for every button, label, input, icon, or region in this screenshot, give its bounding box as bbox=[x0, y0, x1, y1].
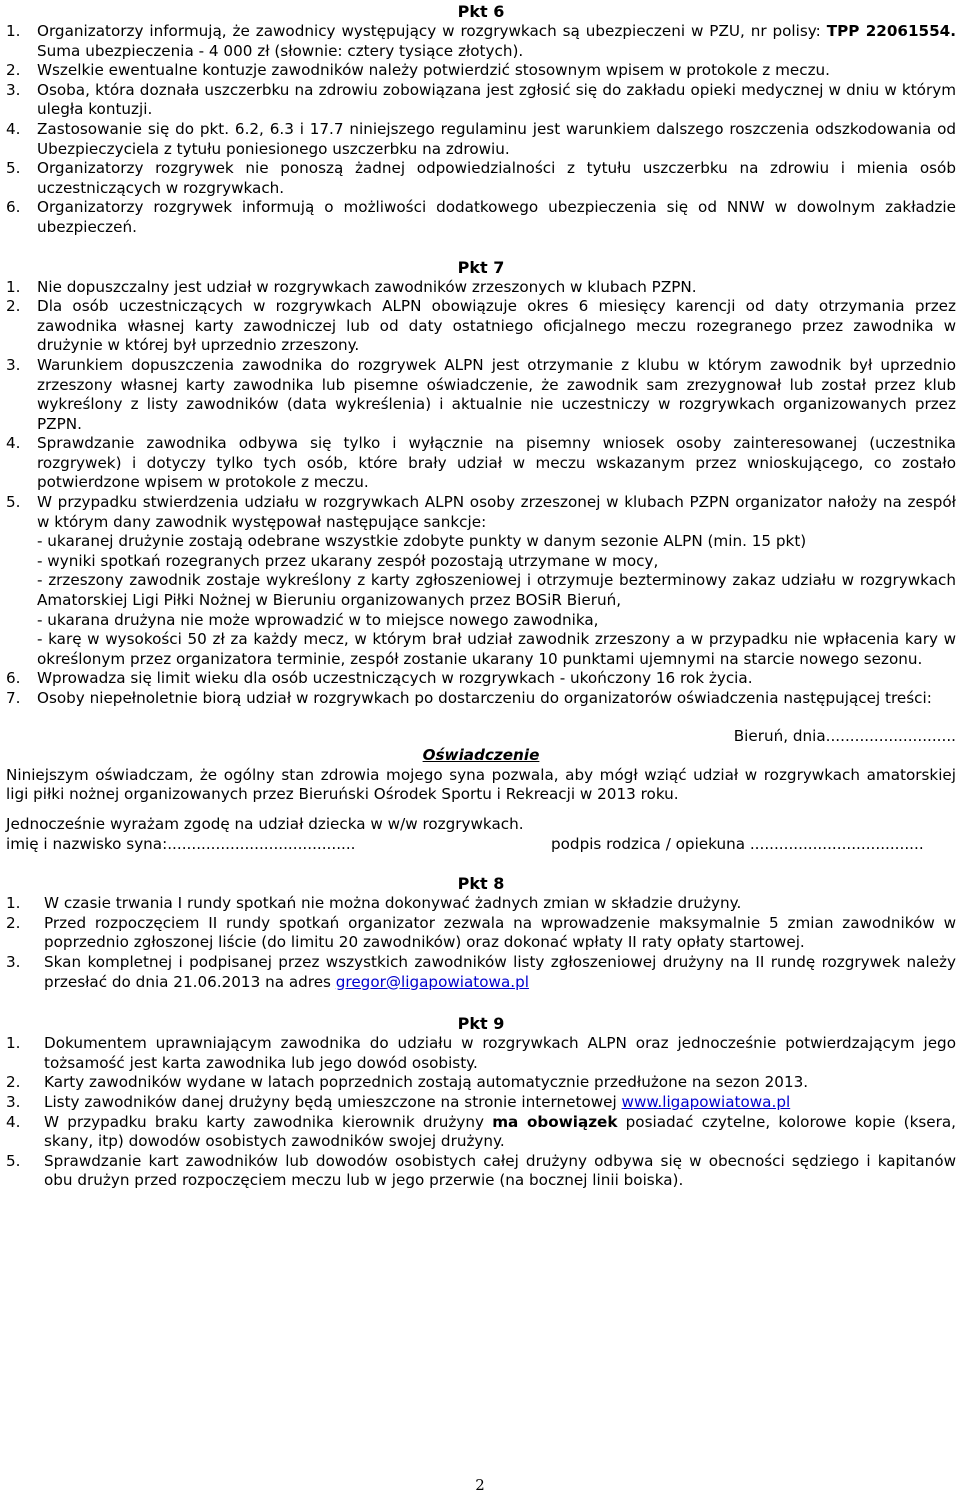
item-number: 1. bbox=[6, 894, 21, 913]
emphasis-text: ma obowiązek bbox=[492, 1112, 618, 1131]
sanction-line: - karę w wysokości 50 zł za każdy mecz, w którym brał udział zawodnik zrzeszony a w przypadku nie wpłacenia kary w określonym przez organizatora terminie, zespół zostanie ukarany 10 punktami ujemnymi na starcie nowego sezonu. bbox=[37, 630, 956, 668]
list-item bbox=[6, 493, 956, 669]
statement-text: Niniejszym oświadczam, że ogólny stan zdrowia mojego syna pozwala, aby mógł wziąć udział w rozgrywkach amatorskiej ligi piłki nożnej organizowanych przez Bieruński Ośrodek Sportu i Rekreacji w 2013 roku. bbox=[6, 765, 956, 804]
item-text: Organizatorzy rozgrywek nie ponoszą żadnej odpowiedzialności z tytułu uszczerbku na zdrowiu i mienia osób uczestniczących w rozgrywkach. bbox=[37, 159, 956, 197]
item-number: 1. bbox=[6, 22, 21, 40]
item-number: 2. bbox=[6, 61, 21, 80]
list-item bbox=[6, 669, 956, 689]
list-item bbox=[6, 61, 956, 81]
statement-title: Oświadczenie bbox=[422, 746, 540, 765]
item-intro: W przypadku stwierdzenia udziału w rozgrywkach ALPN osoby zrzeszonej w klubach PZPN organizator nałoży na zespół w którym dany zawodnik występował następujące sankcje: bbox=[37, 493, 956, 531]
item-text: Skan kompletnej i podpisanej przez wszystkich zawodników listy zgłoszeniowej drużyny na II rundę rozgrywek należy przesłać do dnia 21.06.2013 na adres gregor@ligapowiatowa.pl bbox=[44, 952, 956, 991]
item-number: 3. bbox=[6, 952, 21, 971]
place-date-line: Bieruń, dnia........................... bbox=[733, 726, 956, 745]
section-pkt9 bbox=[6, 1034, 956, 1191]
item-text: Dokumentem uprawniającym zawodnika do udziału w rozgrywkach ALPN oraz jednocześnie potwierdzającym jego tożsamość jest karta zawodnika lub jego dowód osobisty. bbox=[44, 1034, 956, 1072]
list-item bbox=[6, 1034, 956, 1073]
list-item bbox=[6, 1152, 956, 1191]
item-text: Organizatorzy rozgrywek informują o możliwości dodatkowego ubezpieczenia się od NNW w dowolnym zakładzie ubezpieczeń. bbox=[37, 198, 956, 236]
item-text: W czasie trwania I rundy spotkań nie można dokonywać żadnych zmian w składzie drużyny. bbox=[44, 894, 742, 913]
list-item bbox=[6, 278, 956, 298]
section-pkt7 bbox=[6, 278, 956, 855]
list-item bbox=[6, 159, 956, 198]
item-number: 5. bbox=[6, 1151, 21, 1170]
item-text: Wszelkie ewentualne kontuzje zawodników należy potwierdzić stosownym wpisem w protokole z meczu. bbox=[37, 61, 830, 80]
item-text: Przed rozpoczęciem II rundy spotkań organizator zezwala na wprowadzenie maksymalnie 5 zmian zawodników w poprzednio zgłoszonej liście (do limitu 20 zawodników) oraz dokonać wpłaty II raty opłaty startowej. bbox=[44, 913, 956, 952]
item-text: Karty zawodników wydane w latach poprzednich zostają automatycznie przedłużone na sezon 2013. bbox=[44, 1073, 809, 1092]
list-item bbox=[6, 22, 956, 61]
list-item bbox=[6, 356, 956, 434]
list-item bbox=[6, 198, 956, 237]
item-text: Sprawdzanie kart zawodników lub dowodów osobistych całej drużyny odbywa się w obecności sędziego i kapitanów obu drużyn przed rozpoczęciem meczu lub w jego przerwie (na bocznej linii boiska). bbox=[44, 1151, 956, 1190]
list-item bbox=[6, 689, 956, 709]
section-heading-pkt6: Pkt 6 bbox=[457, 2, 505, 21]
item-text: Warunkiem dopuszczenia zawodnika do rozgrywek ALPN jest otrzymanie z klubu w którym zawodnik był uprzednio zrzeszony własnej karty zawodnika lub pisemne oświadczenie, że zawodnik sam zrezygnował lub został przez klub wykreślony z listy zawodników (data wykreślenia) i aktualnie nie uczestniczy w rozgrywkach organizowanych przez PZPN. bbox=[37, 355, 956, 433]
item-number: 3. bbox=[6, 355, 21, 374]
sanction-line: - zrzeszony zawodnik zostaje wykreślony z karty zgłoszeniowej i otrzymuje bezterminowy zakaz udziału w rozgrywkach Amatorskiej Ligi Piłki Nożnej w Bieruniu organizowanych przez BOSiR Bieruń, bbox=[37, 571, 956, 610]
sanction-line: - ukarana drużyna nie może wprowadzić w to miejsce nowego zawodnika, bbox=[37, 610, 599, 629]
list-item bbox=[6, 1113, 956, 1152]
document-page bbox=[6, 2, 956, 1191]
item-number: 3. bbox=[6, 80, 21, 99]
list-item bbox=[6, 1073, 956, 1093]
item-number: 1. bbox=[6, 277, 21, 296]
section-heading-pkt7: Pkt 7 bbox=[457, 257, 505, 277]
list-item bbox=[6, 434, 956, 493]
item-number: 2. bbox=[6, 913, 21, 932]
item-text: Osoby niepełnoletnie biorą udział w rozgrywkach po dostarczeniu do organizatorów oświadczenia następującej treści: bbox=[37, 689, 932, 707]
item-text: Sprawdzanie zawodnika odbywa się tylko i wyłącznie na pisemny wniosek osoby zainteresowanej (uczestnika rozgrywek) i dotyczy tylko tych osób, które brały udział w meczu wskazanym przez wnioskującego, co zostało potwierdzone wpisem w protokole z meczu. bbox=[37, 434, 956, 492]
item-number: 4. bbox=[6, 119, 21, 138]
email-link[interactable]: gregor@ligapowiatowa.pl bbox=[335, 972, 529, 991]
item-text: Osoba, która doznała uszczerbku na zdrowiu zobowiązana jest zgłosić się do zakładu opieki medycznej w dniu w którym uległa kontuzji. bbox=[37, 80, 956, 119]
item-text: Organizatorzy informują, że zawodnicy występujący w rozgrywkach są ubezpieczeni w PZU, nr polisy: TPP 22061554. Suma ubezpieczenia - 4 000 zł (słownie: cztery tysiące złotych). bbox=[37, 22, 957, 60]
item-number: 1. bbox=[6, 1034, 21, 1053]
item-text: Zastosowanie się do pkt. 6.2, 6.3 i 17.7 niniejszego regulaminu jest warunkiem dalszego roszczenia odszkodowania od Ubezpieczyciela z tytułu poniesionego uszczerbku na zdrowiu. bbox=[37, 119, 956, 158]
section-heading-pkt9: Pkt 9 bbox=[457, 1014, 505, 1034]
sanction-line: - wyniki spotkań rozegranych przez ukarany zespół pozostają utrzymane w mocy, bbox=[37, 551, 659, 570]
list-item bbox=[6, 914, 956, 953]
website-link[interactable]: www.ligapowiatowa.pl bbox=[621, 1092, 791, 1111]
item-number: 5. bbox=[6, 159, 21, 178]
item-number: 4. bbox=[6, 434, 21, 453]
list-item bbox=[6, 297, 956, 356]
item-text: Nie dopuszczalny jest udział w rozgrywkach zawodników zrzeszonych w klubach PZPN. bbox=[37, 277, 697, 296]
policy-number: TPP 22061554. bbox=[826, 22, 957, 40]
item-number: 4. bbox=[6, 1112, 21, 1131]
list-item bbox=[6, 1093, 956, 1113]
list-item bbox=[6, 894, 956, 914]
item-number: 5. bbox=[6, 493, 21, 512]
item-number: 3. bbox=[6, 1092, 21, 1111]
sanction-line: - ukaranej drużynie zostają odebrane wszystkie zdobyte punkty w danym sezonie ALPN (min. 15 pkt) bbox=[37, 532, 807, 551]
list-item bbox=[6, 120, 956, 159]
item-number: 2. bbox=[6, 297, 21, 316]
item-text: W przypadku braku karty zawodnika kierownik drużyny ma obowiązek posiadać czytelne, kolorowe kopie (ksera, skany, itp) dowodów osobistych zawodników swojej drużyny. bbox=[44, 1112, 957, 1151]
section-pkt6 bbox=[6, 22, 956, 238]
section-heading-pkt8: Pkt 8 bbox=[457, 874, 505, 894]
list-item bbox=[6, 953, 956, 992]
item-number: 7. bbox=[6, 689, 21, 707]
consent-text: Jednocześnie wyrażam zgodę na udział dziecka w w/w rozgrywkach. bbox=[6, 814, 524, 833]
item-number: 2. bbox=[6, 1073, 21, 1092]
item-text bbox=[37, 493, 956, 669]
item-text: Dla osób uczestniczących w rozgrywkach ALPN obowiązuje okres 6 miesięcy karencji od daty otrzymania przez zawodnika własnej karty zawodniczej lub od daty ostatniego oficjalnego meczu rozegranego przez zawodnika w drużynie w której był uprzednio zrzeszony. bbox=[37, 297, 956, 355]
item-text: Listy zawodników danej drużyny będą umieszczone na stronie internetowej www.ligapowiatowa.pl bbox=[44, 1092, 791, 1111]
parent-signature-field: podpis rodzica / opiekuna .................................... bbox=[551, 834, 924, 853]
item-number: 6. bbox=[6, 669, 21, 688]
item-number: 6. bbox=[6, 198, 21, 217]
signature-line bbox=[6, 835, 956, 855]
list-item bbox=[6, 81, 956, 120]
item-text: Wprowadza się limit wieku dla osób uczestniczących w rozgrywkach - ukończony 16 rok życia. bbox=[37, 669, 753, 688]
page-number: 2 bbox=[475, 1476, 485, 1494]
son-name-field: imię i nazwisko syna:....................................... bbox=[6, 834, 356, 853]
section-pkt8 bbox=[6, 894, 956, 992]
